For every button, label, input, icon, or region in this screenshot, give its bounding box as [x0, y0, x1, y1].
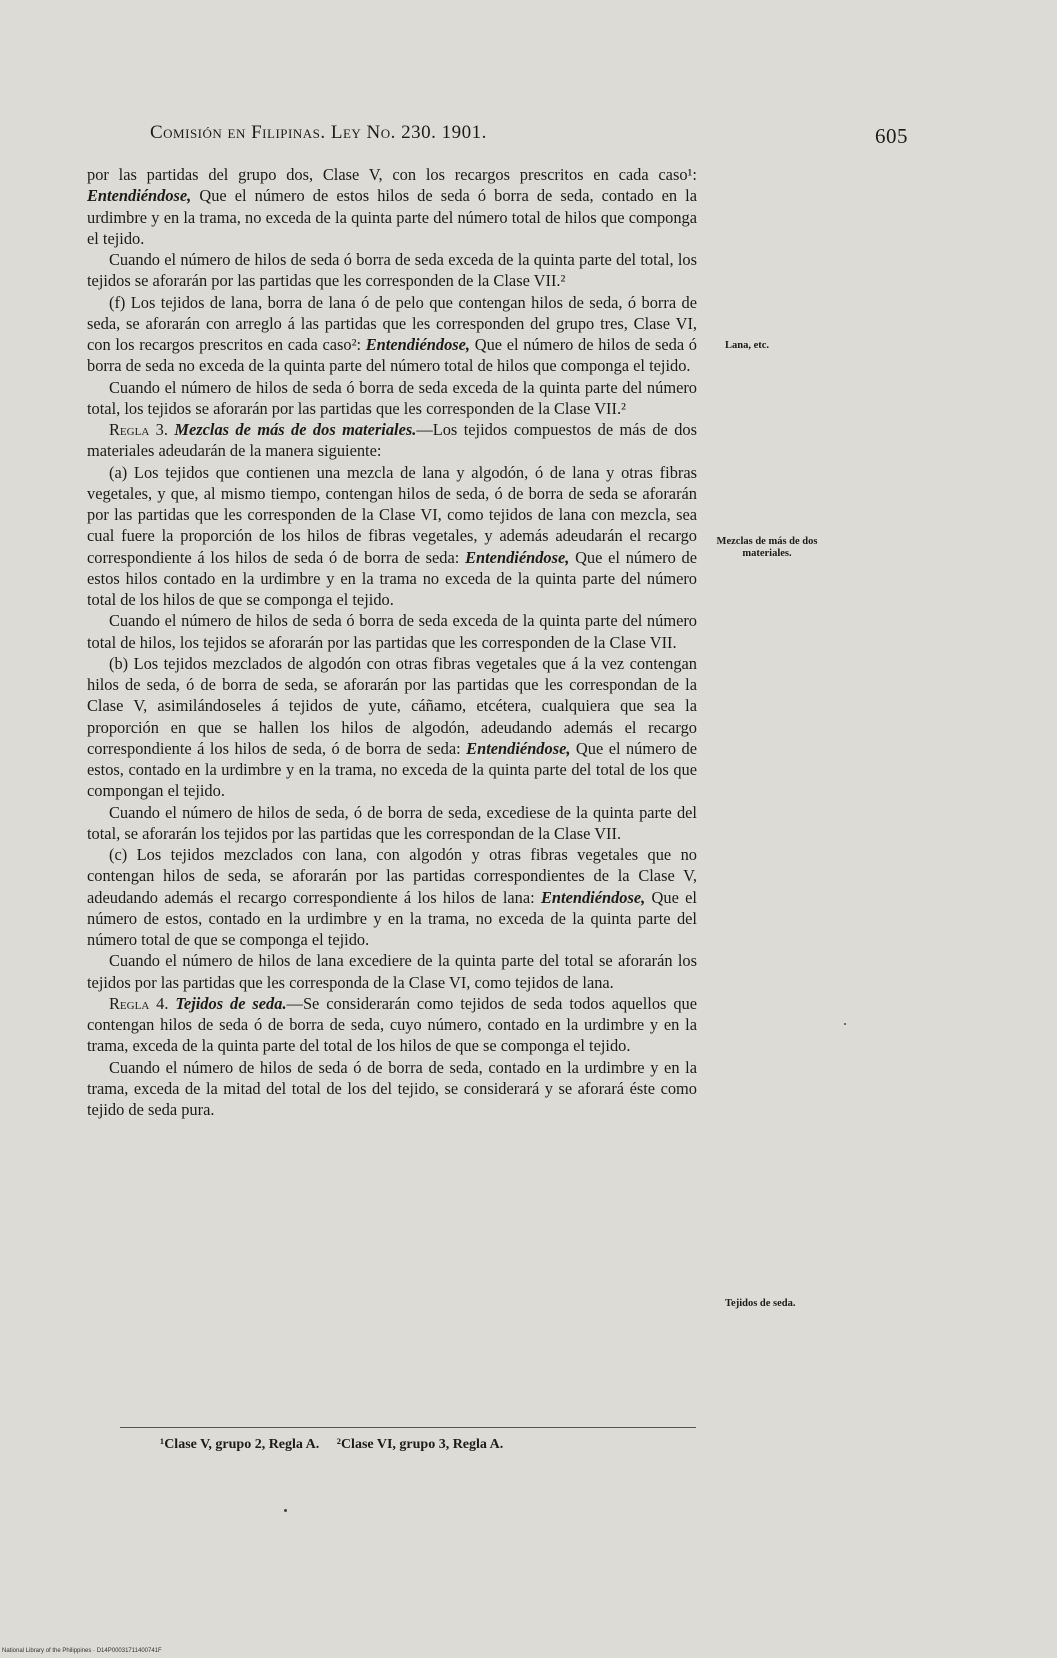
paragraph: Cuando el número de hilos de seda ó borra de seda exceda de la quinta parte del total, los tejidos se aforarán por las partidas que les corresponden de la Clase VII.² — [87, 250, 697, 291]
header-title: Comisión en Filipinas. Ley No. 230. 1901. — [150, 122, 487, 143]
speck — [844, 1023, 846, 1025]
footnote-divider — [120, 1427, 696, 1428]
rule-title: Tejidos de seda. — [175, 993, 287, 1013]
paragraph: Cuando el número de hilos de seda ó borra de seda exceda de la quinta parte del número total, los tejidos se aforarán por las partidas que les corresponden de la Clase VII.² — [87, 377, 697, 418]
paragraph: (a) Los tejidos que contienen una mezcla de lana y algodón, ó de lana y otras fibras vegetales, y que, al mismo tiempo, contengan hilos de seda, ó de borra de seda se aforarán por las partidas que les corresponden de la Clase VI, como tejidos de lana con mezcla, sea cual fuere la proporción de los hilos de fibras vegetales, y además adeudarán el recargo correspondiente á los hilos de seda ó de borra de seda: Entendiéndose, Que el número de estos hilos contado en la urdimbre y en la trama no exceda de la quinta parte del número total de los hilos de que se componga el tejido. — [87, 462, 697, 609]
paragraph: Cuando el número de hilos de lana excediere de la quinta parte del total se aforarán los tejidos por las partidas que les corresponda de la Clase VI, como tejidos de lana. — [87, 951, 697, 992]
running-header — [150, 122, 950, 152]
page-number: 605 — [875, 124, 908, 148]
paragraph: Cuando el número de hilos de seda, ó de borra de seda, excediese de la quinta parte del total, se aforarán los tejidos por las partidas que les correspondan de la Clase VII. — [87, 802, 697, 843]
margin-note-mezclas: Mezclas de más de dos materiales. — [716, 536, 818, 559]
rule-label: Regla 3. — [109, 420, 168, 439]
margin-note-tejidos-seda: Tejidos de seda. — [725, 1298, 796, 1309]
speck — [284, 1509, 287, 1512]
paragraph: (b) Los tejidos mezclados de algodón con otras fibras vegetales que á la vez contengan hilos de seda, ó de borra de seda, se aforarán por las partidas que les correspondan de la Clase V, asimilándoseles á tejidos de yute, cáñamo, etcétera, cualquiera que sea la proporción en que se hallen los hilos de algodón, adeudando además el recargo correspondiente á los hilos de seda, ó de borra de seda: Entendiéndose, Que el número de estos, contado en la urdimbre y en la trama, no exceda de la quinta parte del total de los que compongan el tejido. — [87, 653, 697, 801]
footnote-1: ¹Clase V, grupo 2, Regla A. — [160, 1437, 320, 1452]
rule-label: Regla 4. — [109, 993, 169, 1013]
paragraph: por las partidas del grupo dos, Clase V, con los recargos prescritos en cada caso¹: Entendiéndose, Que el número de estos hilos de seda ó borra de seda, contado en la urdimbre y en la trama, no exceda de la quinta parte del número total de hilos que componga el tejido. — [87, 165, 697, 248]
rule-title: Mezclas de más de dos materiales. — [174, 420, 417, 439]
footnote-2: ²Clase VI, grupo 3, Regla A. — [336, 1437, 504, 1452]
paragraph: Cuando el número de hilos de seda ó de borra de seda, contado en la urdimbre y en la trama, exceda de la mitad del total de los del tejido, se considerará y se aforará éste como tejido de seda pura. — [87, 1057, 697, 1119]
rule-3-paragraph: Regla 3. Mezclas de más de dos materiales.—Los tejidos compuestos de más de dos materiales adeudarán de la manera siguiente: — [87, 420, 697, 461]
body-text — [87, 164, 697, 1120]
footnotes — [160, 1437, 517, 1453]
paragraph: (c) Los tejidos mezclados con lana, con algodón y otras fibras vegetales que no contengan hilos de seda, se aforarán por las partidas correspondientes de la Clase V, adeudando además el recargo correspondiente á los hilos de lana: Entendiéndose, Que el número de estos, contado en la urdimbre y en la trama, no exceda de la quinta parte del número total de que se componga el tejido. — [87, 845, 697, 949]
paragraph: (f) Los tejidos de lana, borra de lana ó de pelo que contengan hilos de seda, ó borra de seda, se aforarán con arreglo á las partidas que les corresponden del grupo tres, Clase VI, con los recargos prescritos en cada caso²: Entendiéndose, Que el número de hilos de seda ó borra de seda no exceda de la quinta parte del número total de hilos que componga el tejido. — [87, 292, 698, 376]
paragraph: Cuando el número de hilos de seda ó borra de seda exceda de la quinta parte del número total de hilos, los tejidos se aforarán por las partidas que les corresponden de la Clase VII. — [87, 611, 697, 652]
rule-4-paragraph: Regla 4. Tejidos de seda.—Se considerarán como tejidos de seda todos aquellos que contengan hilos de seda ó de borra de seda, cuyo número, contado en la urdimbre y en la trama, exceda de la quinta parte del total de los hilos de que se componga el tejido. — [87, 993, 697, 1056]
library-imprint: National Library of the Philippines · D14P00031711400741F — [2, 1648, 162, 1654]
margin-note-lana: Lana, etc. — [725, 340, 770, 351]
